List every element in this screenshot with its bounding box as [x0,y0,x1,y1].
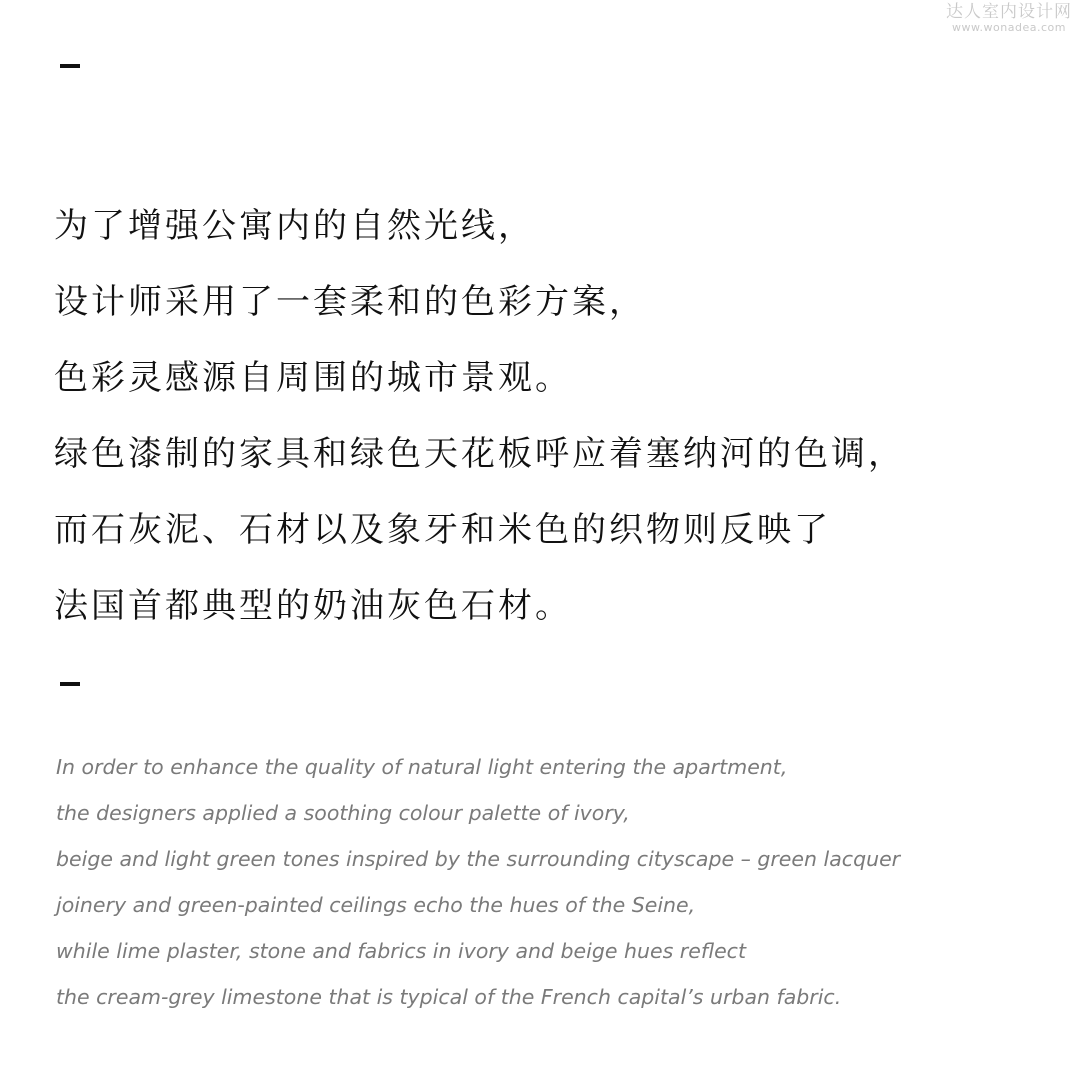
english-line: while lime plaster, stone and fabrics in ivory and beige hues reflect [56,939,746,963]
english-line: joinery and green-painted ceilings echo the hues of the Seine, [56,893,696,917]
chinese-line: 设计师采用了一套柔和的色彩方案， [54,282,646,322]
chinese-line: 法国首都典型的奶油灰色石材。 [54,586,572,626]
watermark-url: www.wonadea.com [952,20,1066,34]
english-line: In order to enhance the quality of natural light entering the apartment, [56,755,788,779]
watermark-name: 达人室内设计网 [946,2,1072,22]
chinese-line: 绿色漆制的家具和绿色天花板呼应着塞纳河的色调， [54,434,905,474]
watermark [946,4,1072,33]
chinese-line: 为了增强公寓内的自然光线， [54,206,535,246]
chinese-line: 而石灰泥、石材以及象牙和米色的织物则反映了 [54,510,831,550]
english-paragraph [56,744,900,1020]
chinese-line: 色彩灵感源自周围的城市景观。 [54,358,572,398]
middle-dash-divider [60,682,80,686]
top-dash-divider [60,64,80,68]
chinese-paragraph [54,188,905,644]
english-line: the designers applied a soothing colour palette of ivory, [56,801,630,825]
english-line: beige and light green tones inspired by the surrounding cityscape – green lacquer [56,847,901,871]
english-line: the cream-grey limestone that is typical of the French capital’s urban fabric. [56,985,842,1009]
